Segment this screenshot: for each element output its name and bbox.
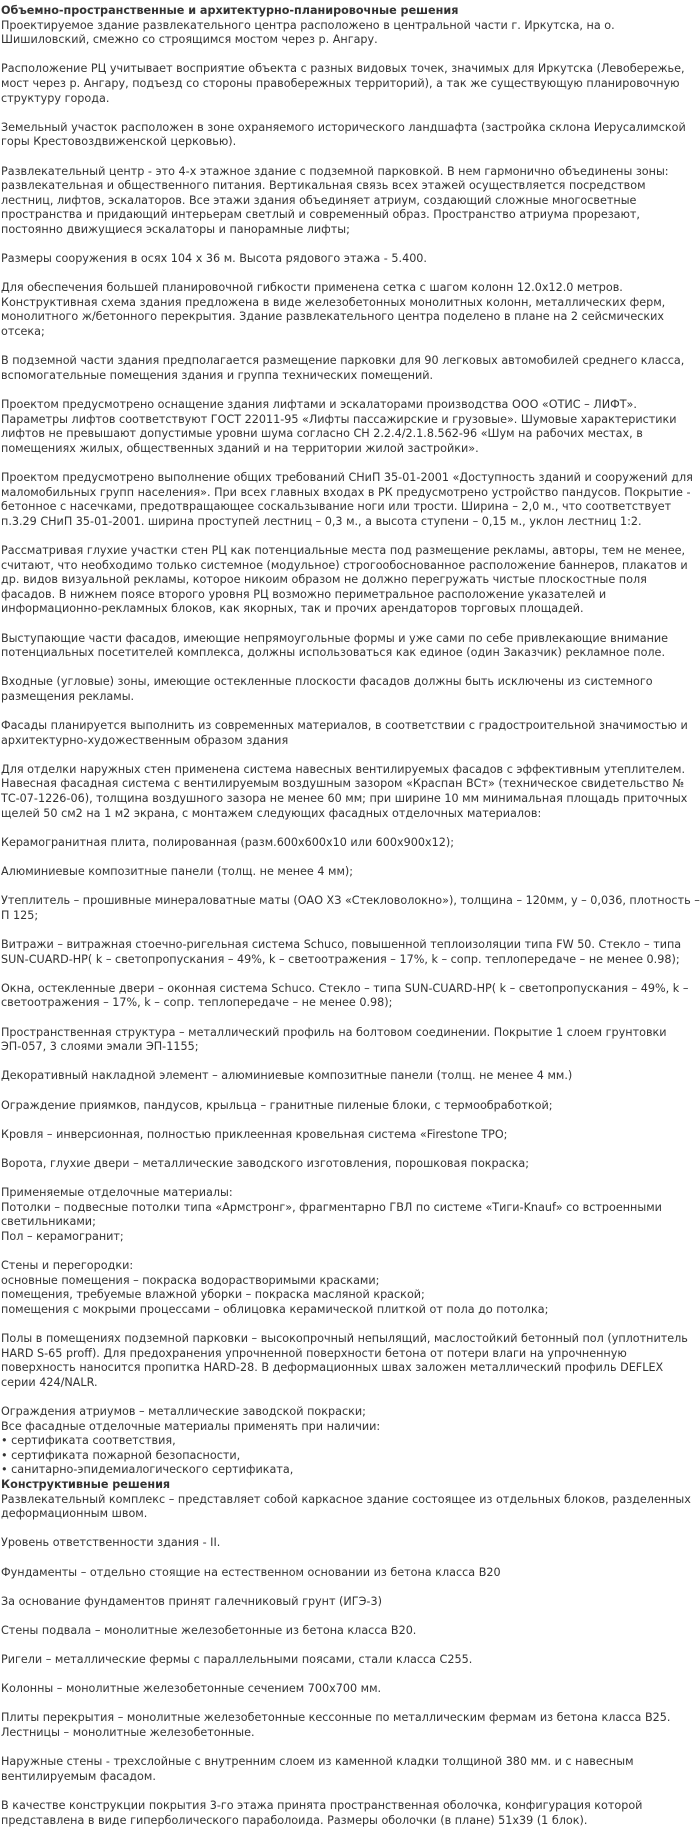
paragraph: Земельный участок расположен в зоне охраняемого исторического ландшафта (застройка склона Иерусалимской горы Крестовоздвиженской церковью). bbox=[1, 120, 686, 149]
paragraph: Ригели – металлические фермы с параллельными поясами, стали класса С255. bbox=[1, 1653, 473, 1667]
paragraph: Развлекательный комплекс – представляет собой каркасное здание состоящее из отдельных блоков, разделенных деформационным швом. bbox=[1, 1492, 691, 1521]
paragraph: Стены и перегородки: основные помещения – покраска водорастворимыми красками; помещения, требуемые влажной уборки – покраска масляной краской; помещения с мокрыми процессами – облицовка керамической плиткой от пола до потолка; bbox=[1, 1259, 549, 1316]
paragraph: Рассматривая глухие участки стен РЦ как потенциальные места под размещение рекламы, авторы, тем не менее, считают, что необходимо только системное (модульное) строгообоснованное расположение баннеров, плакатов и др. видов визуальной рекламы, которое никоим образом не должно перегружать чистые плоскостные поля фасадов. В нижнем поясе второго уровня РЦ возможно периметральное расположение указателей и информационно-рекламных блоков, как якорных, так и прочих арендаторов торговых площадей. bbox=[1, 543, 688, 616]
paragraph: Фасады планируется выполнить из современных материалов, в соответствии с градостроительной значимостью и архитектурно-художественным образом здания bbox=[1, 719, 688, 747]
paragraph: Кровля – инверсионная, полностью приклеенная кровельная система «Firestone TPO; bbox=[1, 1127, 508, 1141]
paragraph: Расположение РЦ учитывает восприятие объекта с разных видовых точек, значимых для Иркутска (Левобережье, мост через р. Ангару, подъезд со стороны правобережных территорий), а так же существующую планировочную структуру города. bbox=[1, 62, 685, 105]
paragraph: В подземной части здания предполагается размещение парковки для 90 легковых автомобилей среднего класса, вспомогательные помещения здания и группа технических помещений. bbox=[1, 354, 685, 382]
paragraph: Уровень ответственности здания - II. bbox=[1, 1536, 221, 1550]
paragraph: Проектом предусмотрено оснащение здания лифтами и эскалаторами производства ООО «ОТИС – ЛИФТ». Параметры лифтов соответствуют ГОСТ 22011-95 «Лифты пассажирские и грузовые». Шумовые характеристики лифтов не превышают допустимые уровни шума согласно СН 2.2.4/2.1.8.562-96 «Шум на рабочих местах, в помещениях жилых, общественных зданий и на территории жилой застройки». bbox=[1, 398, 677, 455]
paragraph: Применяемые отделочные материалы: Потолки – подвесные потолки типа «Армстронг», фрагментарно ГВЛ по системе «Тиги-Knauf» со встроенными светильниками; Пол – керамогранит; bbox=[1, 1186, 662, 1243]
paragraph: Для отделки наружных стен применена система навесных вентилируемых фасадов с эффективным утеплителем. Навесная фасадная система с вентилируемым воздушным зазором «Краспан ВСт» (техническое свидетельство № ТС-07-1226-06), толщина воздушного зазора не менее 60 мм; при ширине 10 мм минимальная площадь приточных щелей 50 см2 на 1 м2 экрана, с монтажем следующих фасадных отделочных материалов: bbox=[1, 762, 688, 820]
paragraph: Стены подвала – монолитные железобетонные из бетона класса В20. bbox=[1, 1623, 417, 1637]
section-heading-structural: Конструктивные решения bbox=[1, 1477, 171, 1491]
paragraph: Наружные стены - трехслойные с внутренним слоем из каменной кладки толщиной 380 мм. и с навесным вентилируемым фасадом. bbox=[1, 1755, 634, 1783]
paragraph: Ограждение приямков, пандусов, крыльца – гранитные пиленые блоки, с термообработкой; bbox=[1, 1098, 553, 1112]
paragraph: Алюминиевые композитные панели (толщ. не менее 4 мм); bbox=[1, 865, 354, 879]
paragraph: Плиты перекрытия – монолитные железобетонные кессонные по металлическим фермам из бетона класса В25. Лестницы – монолитные железобетонные. bbox=[1, 1711, 671, 1740]
section-heading-architecture: Объемно-пространственные и архитектурно-планировочные решения bbox=[1, 4, 459, 17]
paragraph: В качестве конструкции покрытия 3-го этажа принята пространственная оболочка, конфигурация которой представлена в виде гиперболического параболоида. Размеры оболочки (в плане) 51х39 (1 блок). bbox=[1, 1799, 643, 1827]
paragraph: Фундаменты – отдельно стоящие на естественном основании из бетона класса В20 bbox=[1, 1565, 501, 1579]
paragraph: Полы в помещениях подземной парковки – высокопрочный непылящий, маслостойкий бетонный пол (уплотнитель HARD S-65 proff). Для предохранения упрочненной поверхности бетона от потери влаги на упрочненную поверхность наносится пропитка HARD-28. В деформационных швах заложен металлический профиль DEFLEX серии 424/NALR. bbox=[1, 1332, 688, 1389]
certificate-list: Ограждения атриумов – металлические заводской покраски; Все фасадные отделочные материалы применять при наличии: • сертификата соответствия, • сертификата пожарной безопасности, • санитарно-эпидемиалогического сертификата, bbox=[1, 1405, 381, 1477]
paragraph: Развлекательный центр - это 4-х этажное здание с подземной парковкой. В нем гармонично объединены зоны: развлекательная и общественного питания. Вертикальная связь всех этажей осуществляется посредством лестниц, лифтов, эскалаторов. Все этажи здания объединяет атриум, создающий сложные многосветные пространства и придающий интерьерам светлый и современный образ. Пространство атриума прорезают, постоянно движущиеся эскалаторы и панорамные лифты; bbox=[1, 164, 669, 236]
paragraph: Окна, остекленные двери – оконная система Schuco. Стекло – типа SUN-CUARD-HP( k – светопропускания – 49%, k – светоотражения – 17%, k – сопр. теплопередаче – не менее 0.98); bbox=[1, 981, 689, 1010]
paragraph: Утеплитель – прошивные минераловатные маты (ОАО ХЗ «Стекловолокно»), толщина – 120мм, у – 0,036, плотность – П 125; bbox=[1, 894, 700, 922]
paragraph: Пространственная структура – металлический профиль на болтовом соединении. Покрытие 1 слоем грунтовки ЭП-057, 3 слоями эмали ЭП-1155; bbox=[1, 1025, 667, 1054]
paragraph: Проектируемое здание развлекательного центра расположено в центральной части г. Иркутска, на о. Шишиловский, смежно со строящимся мостом через р. Ангару. bbox=[1, 18, 615, 47]
paragraph: Витражи – витражная стоечно-ригельная система Schuco, повышенной теплоизоляции типа FW 50. Стекло – типа SUN-CUARD-HP( k – светопропускания – 49%, k – светоотражения – 17%, k – сопр. теплопередаче – не менее 0.98); bbox=[1, 938, 682, 966]
paragraph: Проектом предусмотрено выполнение общих требований СНиП 35-01-2001 «Доступность зданий и сооружений для маломобильных групп населения». При всех главных входах в РК предусмотрено устройство пандусов. Покрытие - бетонное с насечками, предотвращающее соскальзывание ноги или трости. Ширина – 2,0 м., что соответствует п.3.29 СНиП 35-01-2001. ширина проступей лестниц – 0,3 м., а высота ступени – 0,15 м., уклон лестниц 1:2. bbox=[1, 471, 693, 528]
paragraph: Колонны – монолитные железобетонные сечением 700х700 мм. bbox=[1, 1682, 382, 1696]
paragraph: За основание фундаментов принят галечниковый грунт (ИГЭ-3) bbox=[1, 1594, 382, 1608]
paragraph: Для обеспечения большей планировочной гибкости применена сетка с шагом колонн 12.0х12.0 метров. Конструктивная схема здания предложена в виде железобетонных монолитных колонн, металлических ферм, монолитного ж/бетонного перекрытия. Здание развлекательного центра поделено в плане на 2 сейсмических отсека; bbox=[1, 281, 666, 339]
paragraph: Входные (угловые) зоны, имеющие остекленные плоскости фасадов должны быть исключены из системного размещения рекламы. bbox=[1, 675, 653, 703]
paragraph: Декоративный накладной элемент – алюминиевые композитные панели (толщ. не менее 4 мм.) bbox=[1, 1069, 573, 1083]
paragraph: Размеры сооружения в осях 104 х 36 м. Высота рядового этажа - 5.400. bbox=[1, 252, 427, 266]
paragraph: Ворота, глухие двери – металлические заводского изготовления, порошковая покраска; bbox=[1, 1156, 530, 1170]
paragraph: Керамогранитная плита, полированная (разм.600х600х10 или 600х900х12); bbox=[1, 835, 455, 849]
paragraph: Выступающие части фасадов, имеющие непрямоугольные формы и уже сами по себе привлекающие внимание потенциальных посетителей комплекса, должны использоваться как единое (один Заказчик) рекламное поле. bbox=[1, 631, 669, 660]
